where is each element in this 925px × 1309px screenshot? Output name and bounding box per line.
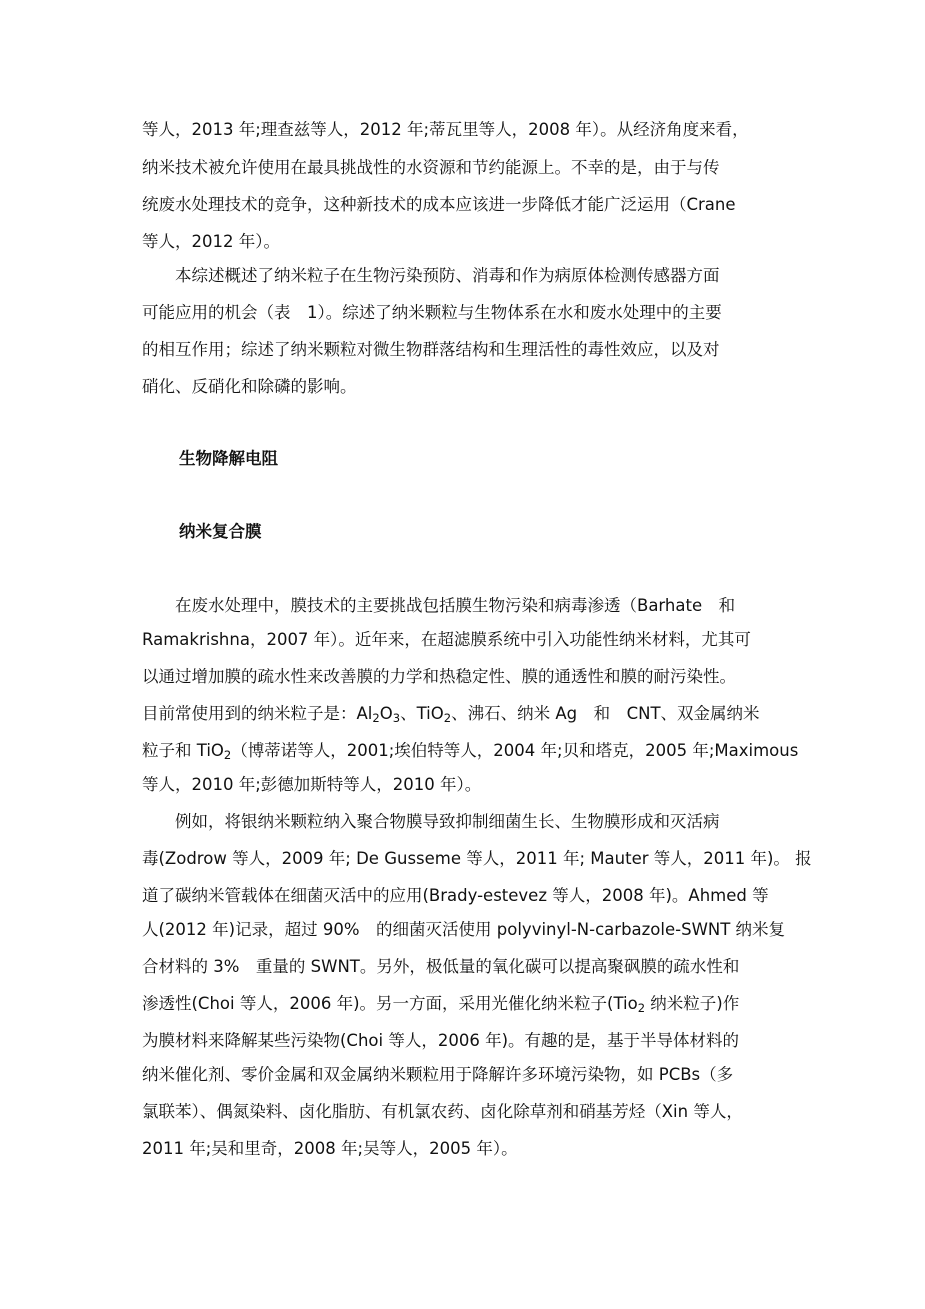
text-line: 以通过增加膜的疏水性来改善膜的力学和热稳定性、膜的通透性和膜的耐污染性。 [142,667,736,686]
text-line: 等人，2010 年;彭德加斯特等人，2010 年）。 [142,775,482,794]
text-line: 等人，2012 年）。 [142,232,280,251]
text-line: 纳米催化剂、零价金属和双金属纳米颗粒用于降解许多环境污染物，如 PCBs（多 [142,1065,734,1084]
text-line: 统废水处理技术的竞争，这种新技术的成本应该进一步降低才能广泛运用（Crane [142,195,736,214]
text-line: 2011 年;吴和里奇，2008 年;吴等人，2005 年）。 [142,1139,518,1158]
text-line: 硝化、反硝化和除磷的影响。 [142,377,357,396]
text-line: 可能应用的机会（表 1）。综述了纳米颗粒与生物体系在水和废水处理中的主要 [142,303,722,322]
subsection-heading: 纳米复合膜 [179,522,262,541]
text-line: Ramakrishna，2007 年）。近年来，在超滤膜系统中引入功能性纳米材料，尤其可 [142,630,751,649]
text-line: 为膜材料来降解某些污染物(Choi 等人，2006 年)。有趣的是，基于半导体材料的 [142,1031,740,1050]
text-line: 在废水处理中，膜技术的主要挑战包括膜生物污染和病毒渗透（Barhate 和 [142,596,736,615]
text-line-with-formulas: 粒子和 TiO$_2$（博蒂诺等人，2001;埃伯特等人，2004 年;贝和塔克，2005 年;Maximous [142,741,799,762]
text-line: 道了碳纳米管载体在细菌灭活中的应用(Brady-estevez 等人，2008 年)。Ahmed 等 [142,886,769,905]
text-line: 纳米技术被允许使用在最具挑战性的水资源和节约能源上。不幸的是，由于与传 [142,158,720,177]
text-line: 等人，2013 年;理查兹等人，2012 年;蒂瓦里等人，2008 年）。从经济角度来看， [142,120,749,139]
text-line: 的相互作用；综述了纳米颗粒对微生物群落结构和生理活性的毒性效应，以及对 [142,340,720,359]
text-line: 例如，将银纳米颗粒纳入聚合物膜导致抑制细菌生长、生物膜形成和灭活病 [142,812,720,831]
text-line-with-formulas: 渗透性(Choi 等人，2006 年)。另一方面，采用光催化纳米粒子(Tio$_2$ 纳米粒子)作 [142,994,740,1015]
text-line: 人(2012 年)记录，超过 90% 的细菌灭活使用 polyvinyl-N-carbazole-SWNT 纳米复 [142,920,786,939]
text-line: 毒(Zodrow 等人，2009 年; De Gusseme 等人，2011 年; Mauter 等人，2011 年)。 报 [142,849,812,868]
text-line: 本综述概述了纳米粒子在生物污染预防、消毒和作为病原体检测传感器方面 [142,266,720,285]
section-heading: 生物降解电阻 [179,449,278,468]
text-line: 合材料的 3% 重量的 SWNT。另外，极低量的氧化碳可以提高聚砜膜的疏水性和 [142,957,740,976]
text-line-with-formulas: 目前常使用到的纳米粒子是：$Al_2O_3$、TiO$_2$、沸石、纳米 Ag 和 CNT、双金属纳米 [142,704,760,725]
text-line: 氯联苯）、偶氮染料、卤化脂肪、有机氯农药、卤化除草剂和硝基芳烃（Xin 等人， [142,1102,743,1121]
